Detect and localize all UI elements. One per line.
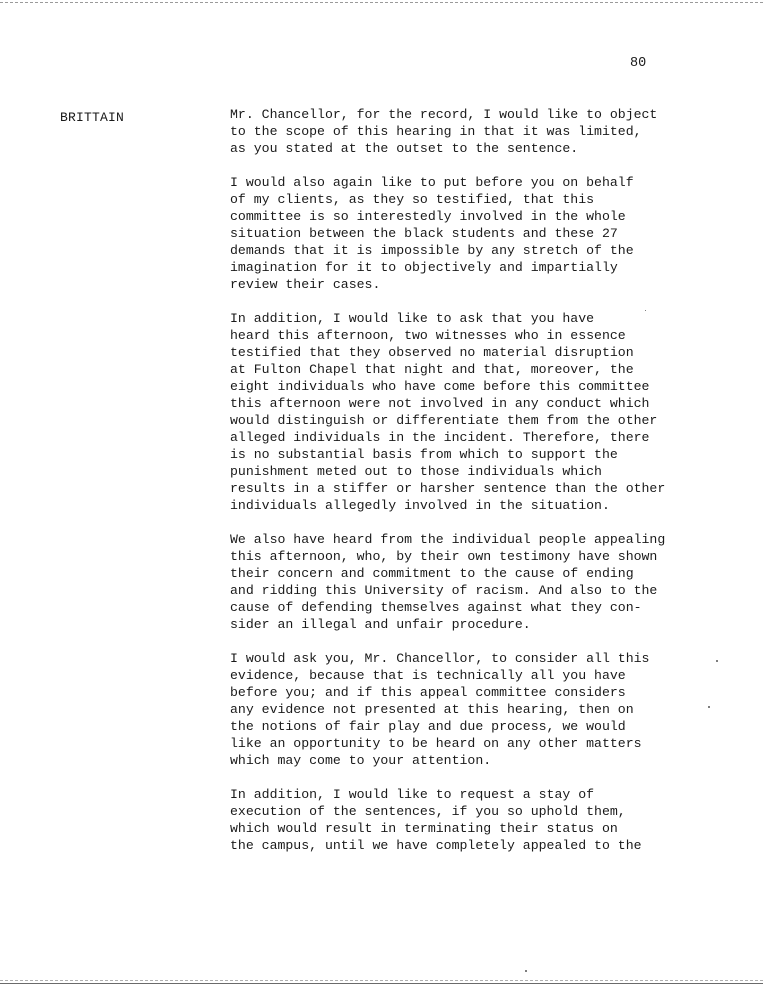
paragraph-line: their concern and commitment to the cause of ending: [230, 566, 634, 581]
paragraph-line: evidence, because that is technically all you have: [230, 668, 626, 683]
scan-speck: [645, 310, 646, 311]
paragraph-line: testified that they observed no material disruption: [230, 345, 634, 360]
paragraph-line: the notions of fair play and due process, we would: [230, 719, 626, 734]
scan-speck: [708, 706, 710, 708]
paragraph-line: punishment meted out to those individuals which: [230, 464, 602, 479]
paragraph-line: In addition, I would like to ask that you have: [230, 311, 595, 326]
paragraph-line: Mr. Chancellor, for the record, I would like to object: [230, 107, 658, 122]
paragraph: [230, 650, 700, 769]
paragraph-line: which would result in terminating their status on: [230, 821, 618, 836]
paragraph-line: would distinguish or differentiate them from the other: [230, 413, 658, 428]
paragraph-line: In addition, I would like to request a stay of: [230, 787, 595, 802]
paragraph-line: eight individuals who have come before this committee: [230, 379, 650, 394]
paragraph-line: heard this afternoon, two witnesses who in essence: [230, 328, 626, 343]
paragraph-line: sider an illegal and unfair procedure.: [230, 617, 531, 632]
paragraph-line: this afternoon were not involved in any conduct which: [230, 396, 650, 411]
paragraph-line: execution of the sentences, if you so uphold them,: [230, 804, 626, 819]
paragraph-line: results in a stiffer or harsher sentence than the other: [230, 481, 666, 496]
paragraph-line: review their cases.: [230, 277, 381, 292]
bottom-page-edge: [0, 983, 763, 984]
paragraph-line: is no substantial basis from which to support the: [230, 447, 618, 462]
paragraph-line: committee is so interestedly involved in the whole: [230, 209, 626, 224]
paragraph-line: situation between the black students and these 27: [230, 226, 618, 241]
paragraph-line: like an opportunity to be heard on any other matters: [230, 736, 642, 751]
paragraph-line: any evidence not presented at this hearing, then on: [230, 702, 634, 717]
speaker-label: BRITTAIN: [60, 110, 125, 125]
paragraph-line: imagination for it to objectively and impartially: [230, 260, 618, 275]
paragraph-line: which may come to your attention.: [230, 753, 492, 768]
paragraph-line: demands that it is impossible by any stretch of the: [230, 243, 634, 258]
testimony-body: [230, 106, 700, 871]
paragraph-line: of my clients, as they so testified, that this: [230, 192, 595, 207]
paragraph-line: cause of defending themselves against what they con-: [230, 600, 642, 615]
paragraph-line: as you stated at the outset to the sentence.: [230, 141, 579, 156]
paragraph: [230, 531, 700, 633]
paragraph-line: I would also again like to put before you on behalf: [230, 175, 634, 190]
paragraph: [230, 310, 700, 514]
paragraph-line: I would ask you, Mr. Chancellor, to consider all this: [230, 651, 650, 666]
scan-speck: [525, 970, 527, 972]
paragraph-line: individuals allegedly involved in the situation.: [230, 498, 610, 513]
top-page-edge: [0, 2, 763, 3]
paragraph: [230, 786, 700, 854]
paragraph-line: alleged individuals in the incident. Therefore, there: [230, 430, 650, 445]
paragraph: [230, 106, 700, 157]
paragraph-line: and ridding this University of racism. And also to the: [230, 583, 658, 598]
scan-speck: [716, 660, 718, 662]
paragraph-line: to the scope of this hearing in that it was limited,: [230, 124, 642, 139]
paragraph-line: We also have heard from the individual people appealing: [230, 532, 666, 547]
paragraph: [230, 174, 700, 293]
bottom-page-edge-dashed: [0, 980, 763, 981]
paragraph-line: the campus, until we have completely appealed to the: [230, 838, 642, 853]
paragraph-line: this afternoon, who, by their own testimony have shown: [230, 549, 658, 564]
page-number: 80: [630, 56, 647, 71]
paragraph-line: before you; and if this appeal committee considers: [230, 685, 626, 700]
paragraph-line: at Fulton Chapel that night and that, moreover, the: [230, 362, 634, 377]
